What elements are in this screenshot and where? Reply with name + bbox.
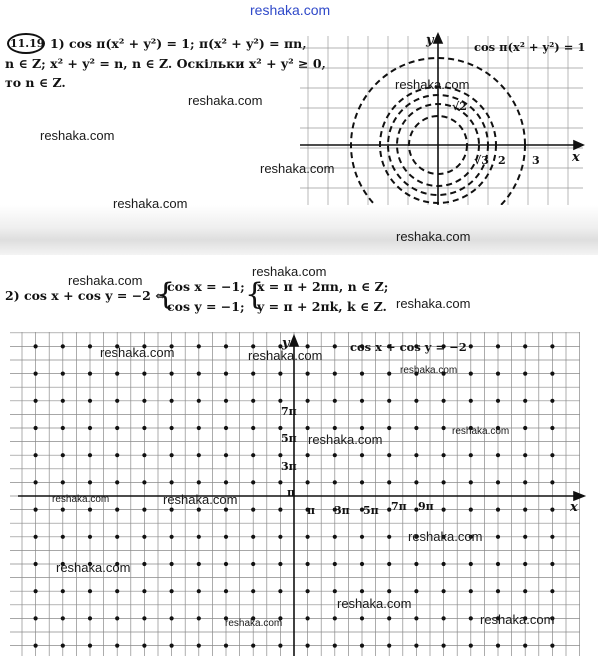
lattice-point [197, 426, 201, 430]
lattice-point [251, 399, 255, 403]
lattice-point [523, 453, 527, 457]
lattice-point [414, 562, 418, 566]
lattice-point [115, 535, 119, 539]
lattice-point [469, 562, 473, 566]
watermark[interactable]: reshaka.com [395, 77, 470, 92]
system1-eq2: cos y = −1; [167, 299, 245, 314]
lattice-point [197, 535, 201, 539]
lattice-point [34, 562, 38, 566]
lattice-point [142, 453, 146, 457]
lattice-point [251, 480, 255, 484]
lattice-point [550, 453, 554, 457]
lattice-point [469, 644, 473, 648]
lattice-point [523, 344, 527, 348]
lattice-point [170, 562, 174, 566]
graph2-axis-x: x [570, 500, 578, 515]
lattice-point [550, 372, 554, 376]
lattice-point [251, 453, 255, 457]
lattice-point [387, 480, 391, 484]
lattice-point [469, 616, 473, 620]
lattice-point [142, 562, 146, 566]
lattice-point [442, 480, 446, 484]
lattice-point [224, 480, 228, 484]
lattice-point [414, 453, 418, 457]
lattice-point [523, 399, 527, 403]
lattice-point [442, 453, 446, 457]
watermark[interactable]: reshaka.com [452, 426, 510, 437]
lattice-point [224, 535, 228, 539]
lattice-point [550, 399, 554, 403]
lattice-point [306, 616, 310, 620]
watermark[interactable]: reshaka.com [100, 345, 175, 360]
lattice-point [387, 399, 391, 403]
lattice-point [115, 508, 119, 512]
lattice-point [523, 426, 527, 430]
lattice-point [115, 480, 119, 484]
watermark[interactable]: reshaka.com [260, 161, 335, 176]
part1-line1: 1) cos π(x² + y²) = 1; π(x² + y²) = πn, [50, 36, 307, 51]
scan-separator [0, 205, 598, 255]
lattice-point [360, 399, 364, 403]
lattice-point [224, 344, 228, 348]
lattice-point [278, 426, 282, 430]
lattice-point [34, 508, 38, 512]
lattice-point [61, 426, 65, 430]
lattice-point [333, 399, 337, 403]
lattice-point [387, 372, 391, 376]
lattice-point [387, 644, 391, 648]
lattice-point [360, 535, 364, 539]
lattice-point [170, 372, 174, 376]
lattice-point [306, 399, 310, 403]
lattice-point [414, 616, 418, 620]
lattice-point [251, 535, 255, 539]
lattice-point [115, 399, 119, 403]
lattice-point [306, 562, 310, 566]
lattice-point [387, 589, 391, 593]
lattice-point [523, 508, 527, 512]
lattice-point [523, 562, 527, 566]
lattice-point [550, 480, 554, 484]
graph2-ytick-3pi: 3π [281, 460, 297, 473]
lattice-point [251, 562, 255, 566]
lattice-point [115, 644, 119, 648]
lattice-point [115, 426, 119, 430]
graph2-axis-y: y [282, 336, 290, 351]
lattice-point [88, 453, 92, 457]
lattice-point [278, 372, 282, 376]
watermark[interactable]: reshaka.com [396, 296, 471, 311]
lattice-point [34, 589, 38, 593]
lattice-point [333, 589, 337, 593]
graph2-xtick-7pi: 7π [391, 500, 407, 513]
watermark[interactable]: reshaka.com [308, 432, 383, 447]
lattice-graph [8, 328, 590, 658]
lattice-point [414, 426, 418, 430]
watermark[interactable]: reshaka.com [408, 529, 483, 544]
system2-eq1: x = π + 2πn, n ∈ Z; [257, 279, 389, 294]
lattice-point [496, 399, 500, 403]
lattice-point [550, 426, 554, 430]
graph2-xtick-9pi: 9π [418, 500, 434, 513]
lattice-point [360, 426, 364, 430]
lattice-point [115, 616, 119, 620]
watermark[interactable]: reshaka.com [68, 273, 143, 288]
lattice-point [469, 480, 473, 484]
lattice-point [360, 616, 364, 620]
lattice-point [142, 644, 146, 648]
lattice-point [550, 344, 554, 348]
lattice-point [387, 562, 391, 566]
lattice-point [170, 480, 174, 484]
lattice-point [442, 589, 446, 593]
lattice-point [550, 644, 554, 648]
graph1-tick-3: 3 [532, 154, 540, 167]
lattice-point [224, 562, 228, 566]
lattice-point [88, 508, 92, 512]
lattice-point [442, 399, 446, 403]
lattice-point [61, 616, 65, 620]
lattice-point [442, 644, 446, 648]
lattice-point [278, 644, 282, 648]
lattice-point [170, 453, 174, 457]
lattice-point [360, 480, 364, 484]
lattice-point [469, 344, 473, 348]
lattice-point [142, 589, 146, 593]
lattice-point [496, 562, 500, 566]
lattice-point [496, 644, 500, 648]
lattice-point [142, 616, 146, 620]
lattice-point [523, 372, 527, 376]
lattice-point [496, 535, 500, 539]
watermark[interactable]: reshaka.com [40, 128, 115, 143]
lattice-point [197, 508, 201, 512]
lattice-point [251, 508, 255, 512]
lattice-point [197, 616, 201, 620]
lattice-point [251, 426, 255, 430]
lattice-point [278, 399, 282, 403]
graph2-equation: cos x + cos y = −2 [350, 340, 467, 354]
watermark[interactable]: reshaka.com [396, 229, 471, 244]
watermark-top[interactable]: reshaka.com [250, 2, 331, 18]
watermark[interactable]: reshaka.com [400, 365, 458, 376]
lattice-point [333, 372, 337, 376]
lattice-point [469, 453, 473, 457]
lattice-point [170, 644, 174, 648]
lattice-point [360, 453, 364, 457]
watermark[interactable]: reshaka.com [188, 93, 263, 108]
lattice-point [550, 508, 554, 512]
lattice-point [306, 453, 310, 457]
lattice-point [197, 344, 201, 348]
lattice-point [496, 372, 500, 376]
lattice-point [496, 453, 500, 457]
lattice-point [170, 535, 174, 539]
lattice-point [34, 453, 38, 457]
lattice-point [550, 589, 554, 593]
lattice-point [197, 589, 201, 593]
lattice-point [251, 372, 255, 376]
lattice-point [88, 480, 92, 484]
lattice-point [61, 589, 65, 593]
lattice-point [496, 344, 500, 348]
lattice-point [170, 616, 174, 620]
graph2-ytick-pi: π [287, 486, 296, 499]
lattice-point [88, 616, 92, 620]
lattice-point [34, 644, 38, 648]
lattice-point [142, 508, 146, 512]
lattice-point [414, 589, 418, 593]
lattice-point [306, 644, 310, 648]
lattice-point [523, 589, 527, 593]
lattice-point [278, 453, 282, 457]
lattice-point [306, 535, 310, 539]
lattice-point [278, 562, 282, 566]
lattice-point [414, 399, 418, 403]
lattice-point [360, 372, 364, 376]
lattice-point [197, 453, 201, 457]
lattice-point [333, 535, 337, 539]
lattice-point [61, 535, 65, 539]
lattice-point [469, 589, 473, 593]
lattice-point [387, 426, 391, 430]
lattice-point [278, 480, 282, 484]
system2-brace: { [245, 277, 265, 312]
lattice-point [34, 480, 38, 484]
lattice-point [360, 644, 364, 648]
lattice-point [224, 453, 228, 457]
lattice-point [278, 535, 282, 539]
lattice-point [61, 644, 65, 648]
system1-brace: { [156, 277, 176, 312]
system1-eq1: cos x = −1; [167, 279, 245, 294]
lattice-point [333, 616, 337, 620]
lattice-point [34, 344, 38, 348]
lattice-point [496, 589, 500, 593]
watermark[interactable]: reshaka.com [52, 494, 110, 505]
lattice-point [387, 453, 391, 457]
lattice-point [333, 426, 337, 430]
lattice-point [333, 480, 337, 484]
part2-lead: 2) cos x + cos y = −2 ⇔ [5, 288, 166, 303]
lattice-point [333, 644, 337, 648]
lattice-point [197, 562, 201, 566]
graph2-xtick-pi: π [307, 504, 316, 517]
graph1-tick-2: 2 [498, 154, 506, 167]
lattice-point [61, 372, 65, 376]
watermark[interactable]: reshaka.com [248, 348, 323, 363]
lattice-point [88, 344, 92, 348]
lattice-point [306, 426, 310, 430]
lattice-point [387, 616, 391, 620]
lattice-point [88, 399, 92, 403]
graph1-equation: cos π(x² + y²) = 1 [474, 40, 586, 54]
lattice-point [387, 535, 391, 539]
lattice-point [115, 453, 119, 457]
lattice-point [523, 480, 527, 484]
lattice-point [224, 589, 228, 593]
graph1-tick-sqrt3: √3 [474, 154, 489, 167]
lattice-point [61, 453, 65, 457]
lattice-point [88, 372, 92, 376]
lattice-point [306, 589, 310, 593]
lattice-point [170, 426, 174, 430]
lattice-point [115, 589, 119, 593]
lattice-point [224, 399, 228, 403]
lattice-point [224, 426, 228, 430]
lattice-point [197, 372, 201, 376]
lattice-point [523, 644, 527, 648]
lattice-point [496, 508, 500, 512]
lattice-point [224, 644, 228, 648]
graph2-ytick-7pi: 7π [281, 405, 297, 418]
watermark[interactable]: reshaka.com [480, 612, 555, 627]
lattice-point [306, 480, 310, 484]
lattice-point [469, 508, 473, 512]
lattice-point [34, 399, 38, 403]
lattice-point [34, 616, 38, 620]
watermark[interactable]: reshaka.com [225, 618, 283, 629]
lattice-point [469, 399, 473, 403]
lattice-point [306, 372, 310, 376]
lattice-point [442, 426, 446, 430]
lattice-point [442, 616, 446, 620]
lattice-point [61, 508, 65, 512]
lattice-point [496, 480, 500, 484]
graph1-axis-y: y [426, 33, 434, 48]
lattice-point [142, 535, 146, 539]
lattice-point [414, 480, 418, 484]
watermark[interactable]: reshaka.com [252, 264, 327, 279]
part1-line3: то n ∈ Z. [5, 75, 66, 90]
lattice-point [197, 644, 201, 648]
lattice-point [278, 508, 282, 512]
graph2-xtick-3pi: 3π [334, 504, 350, 517]
lattice-point [142, 426, 146, 430]
graph2-xtick-5pi: 5π [363, 504, 379, 517]
lattice-point [333, 453, 337, 457]
lattice-point [61, 480, 65, 484]
lattice-point [142, 399, 146, 403]
lattice-point [88, 426, 92, 430]
lattice-point [170, 508, 174, 512]
lattice-point [251, 644, 255, 648]
lattice-point [61, 399, 65, 403]
lattice-point [333, 344, 337, 348]
lattice-point [224, 508, 228, 512]
lattice-point [442, 562, 446, 566]
lattice-point [170, 399, 174, 403]
lattice-point [469, 372, 473, 376]
lattice-point [333, 562, 337, 566]
watermark[interactable]: reshaka.com [337, 596, 412, 611]
lattice-point [224, 372, 228, 376]
lattice-point [197, 480, 201, 484]
system2-eq2: y = π + 2πk, k ∈ Z. [257, 299, 387, 314]
lattice-point [61, 344, 65, 348]
lattice-point [360, 589, 364, 593]
lattice-point [442, 508, 446, 512]
lattice-point [170, 589, 174, 593]
lattice-point [142, 480, 146, 484]
lattice-point [88, 535, 92, 539]
lattice-point [550, 562, 554, 566]
watermark[interactable]: reshaka.com [113, 196, 188, 211]
graph1-axis-x: x [572, 150, 580, 165]
watermark[interactable]: reshaka.com [56, 560, 131, 575]
lattice-point [278, 589, 282, 593]
lattice-point [197, 399, 201, 403]
graph1-tick-sqrt2: √2 [452, 100, 467, 113]
lattice-point [88, 589, 92, 593]
lattice-point [360, 562, 364, 566]
graph2-ytick-5pi: 5π [281, 432, 297, 445]
lattice-point [142, 372, 146, 376]
lattice-point [88, 644, 92, 648]
lattice-point [34, 535, 38, 539]
lattice-point [34, 426, 38, 430]
lattice-point [523, 535, 527, 539]
lattice-point [115, 372, 119, 376]
part1-line2: n ∈ Z; x² + y² = n, n ∈ Z. Оскільки x² + y² ≥ 0, [5, 56, 326, 71]
exercise-number: 11.19 [10, 37, 45, 50]
lattice-point [34, 372, 38, 376]
lattice-point [251, 589, 255, 593]
lattice-point [414, 644, 418, 648]
lattice-point [550, 535, 554, 539]
watermark[interactable]: reshaka.com [163, 492, 238, 507]
